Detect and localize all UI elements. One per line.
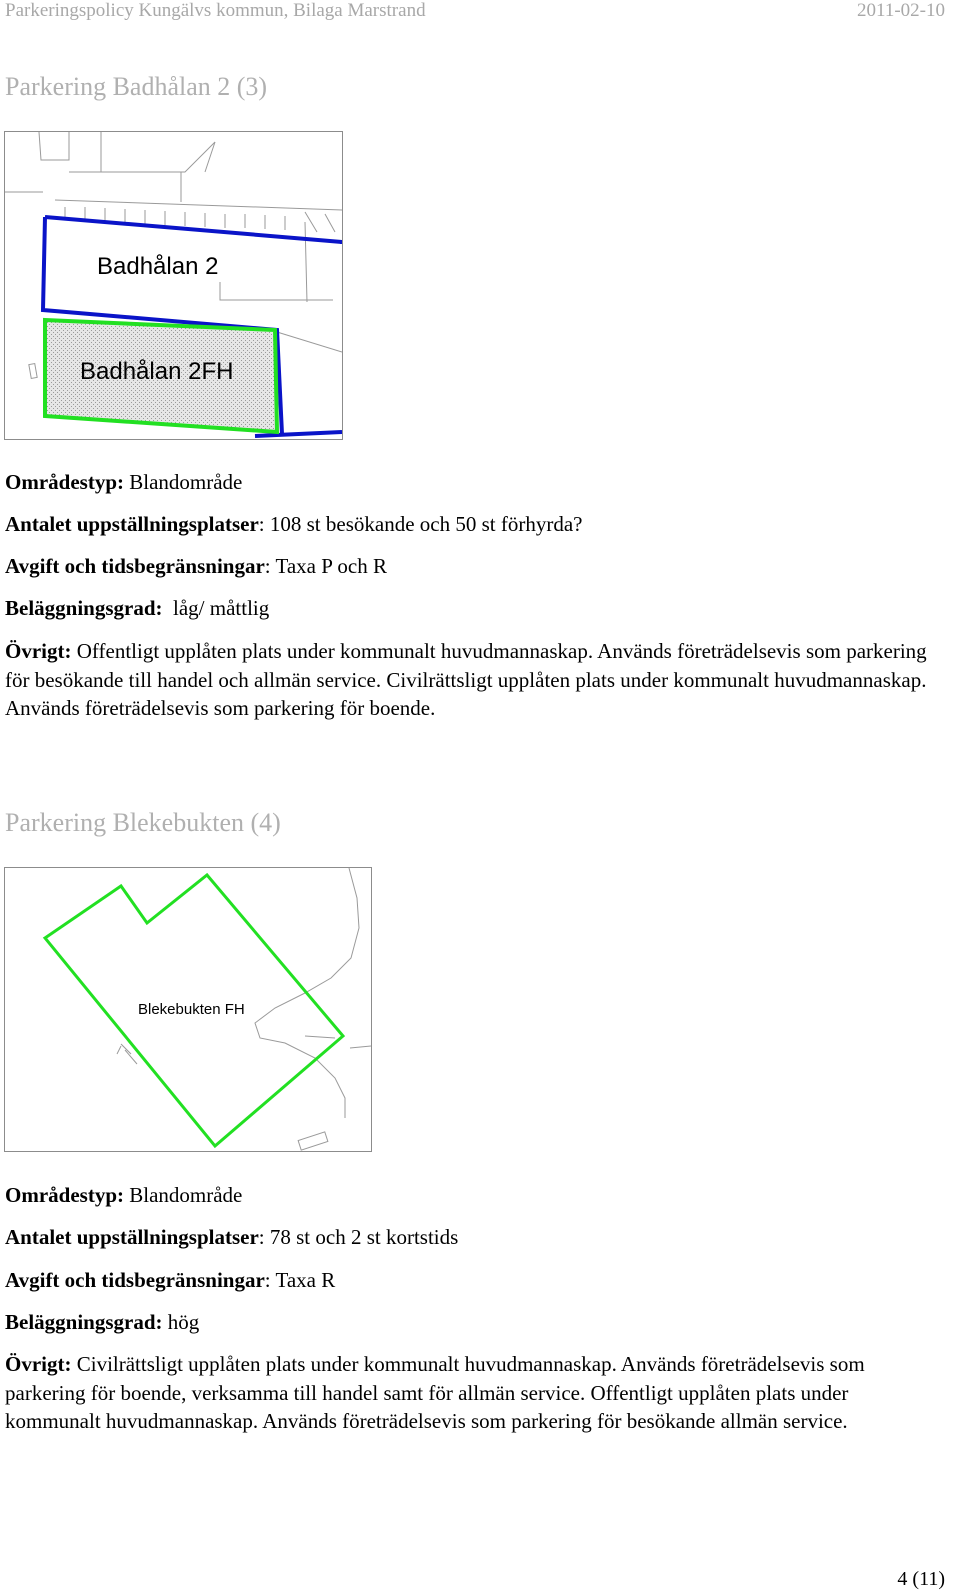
page-number: 4 (11) — [897, 1568, 945, 1590]
field-omradestyp — [5, 468, 945, 497]
field-value: Civilrättsligt upplåten plats under kommunalt huvudmannaskap. Används företrädelsevis som parkering för boende, verksamma till handel samt för allmän service. Offentligt upplåten plats under kommunalt huvudmannaskap. Används företrädelsevis som parkering för besökande allmän service. — [5, 1352, 865, 1433]
field-antal — [5, 1223, 945, 1252]
section-heading-blekebukten: Parkering Blekebukten (4) — [5, 808, 281, 837]
map-blekebukten — [4, 867, 372, 1152]
field-label: Beläggningsgrad: — [5, 596, 163, 620]
field-value: : 108 st besökande och 50 st förhyrda? — [258, 512, 583, 536]
field-belaggning — [5, 1308, 945, 1337]
section-heading-badhalan: Parkering Badhålan 2 (3) — [5, 72, 268, 101]
field-avgift — [5, 552, 945, 581]
field-avgift — [5, 1266, 945, 1295]
field-value: hög — [162, 1310, 200, 1334]
map-badhalan — [4, 131, 343, 440]
field-label: Beläggningsgrad: — [5, 1310, 163, 1334]
field-value: : 78 st och 2 st kortstids — [258, 1225, 459, 1249]
field-ovrigt — [5, 1350, 945, 1436]
field-label: Avgift och tidsbegränsningar — [5, 554, 265, 578]
field-label: Områdestyp: — [5, 470, 124, 494]
page-header — [5, 0, 945, 24]
document-title: Parkeringspolicy Kungälvs kommun, Bilaga Marstrand — [5, 0, 426, 21]
field-ovrigt — [5, 637, 945, 723]
field-label: Avgift och tidsbegränsningar — [5, 1268, 265, 1292]
field-belaggning — [5, 594, 945, 623]
field-label: Antalet uppställningsplatser — [5, 1225, 259, 1249]
map-label-badhalan-2fh: Badhålan 2FH — [80, 358, 234, 385]
field-label: Områdestyp: — [5, 1183, 124, 1207]
map-label-blekebukten-fh: Blekebukten FH — [138, 1001, 245, 1018]
field-omradestyp — [5, 1181, 945, 1210]
field-label: Antalet uppställningsplatser — [5, 512, 259, 536]
field-value: : Taxa P och R — [264, 554, 387, 578]
field-value: Blandområde — [124, 470, 243, 494]
field-label: Övrigt: — [5, 1352, 72, 1376]
field-value: Blandområde — [124, 1183, 243, 1207]
map-label-badhalan-2: Badhålan 2 — [97, 253, 219, 280]
field-antal — [5, 510, 945, 539]
field-label: Övrigt: — [5, 639, 72, 663]
field-value: Offentligt upplåten plats under kommunalt huvudmannaskap. Används företrädelsevis som parkering för besökande till handel och allmän service. Civilrättsligt upplåten plats under kommunalt huvudmannaskap. Används företrädelsevis som parkering för boende. — [5, 639, 927, 720]
field-value: låg/ måttlig — [162, 596, 270, 620]
document-date: 2011-02-10 — [857, 0, 945, 21]
field-value: : Taxa R — [264, 1268, 336, 1292]
